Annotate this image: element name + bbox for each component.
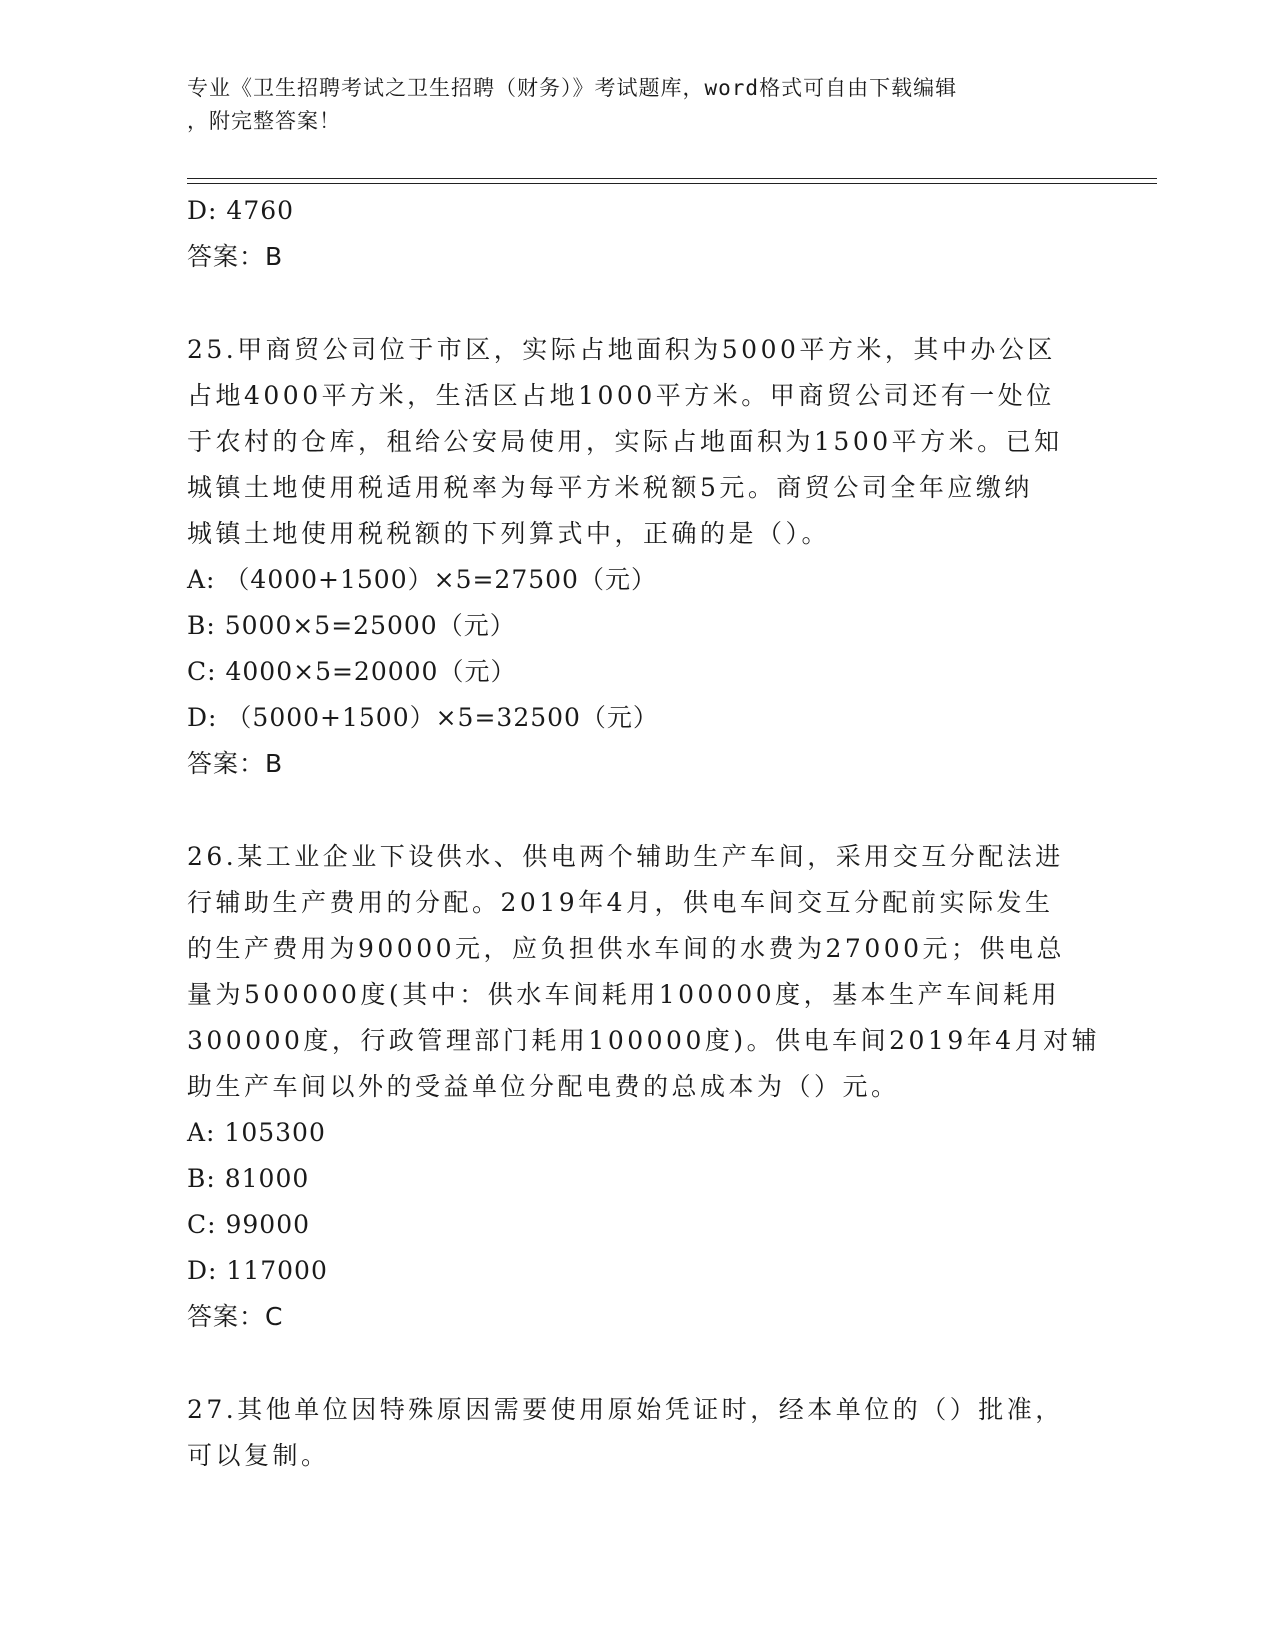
option-b: B: 5000×5=25000（元）	[187, 611, 516, 640]
question-text-line: 量为500000度(其中：供水车间耗用100000度，基本生产车间耗用	[187, 980, 1061, 1009]
option-c: C: 4000×5=20000（元）	[187, 657, 517, 686]
question-25	[187, 327, 1087, 787]
question-text-line: 行辅助生产费用的分配。2019年4月，供电车间交互分配前实际发生	[187, 888, 1054, 917]
header-line-1: 专业《卫生招聘考试之卫生招聘（财务）》考试题库，word格式可自由下载编辑	[187, 76, 958, 100]
answer-line: 答案：C	[187, 1302, 284, 1331]
header-divider-bottom	[187, 183, 1157, 184]
question-text-line: 27.其他单位因特殊原因需要使用原始凭证时，经本单位的（）批准，	[187, 1395, 1064, 1424]
question-text-line: 300000度，行政管理部门耗用100000度)。供电车间2019年4月对辅	[187, 1026, 1101, 1055]
header-divider-top	[187, 178, 1157, 179]
question-text-line: 城镇土地使用税税额的下列算式中，正确的是（）。	[187, 519, 831, 548]
question-text-line: 占地4000平方米，生活区占地1000平方米。甲商贸公司还有一处位	[187, 381, 1055, 410]
option-a: A: 105300	[187, 1118, 326, 1147]
option-a: A: （4000+1500）×5=27500（元）	[187, 565, 657, 594]
page-header	[187, 72, 1087, 138]
option-d: D: （5000+1500）×5=32500（元）	[187, 703, 659, 732]
question-text-line: 可以复制。	[187, 1441, 330, 1470]
option-c: C: 99000	[187, 1210, 311, 1239]
question-text-line: 25.甲商贸公司位于市区，实际占地面积为5000平方米，其中办公区	[187, 335, 1056, 364]
question-26	[187, 834, 1101, 1340]
question-text-line: 的生产费用为90000元，应负担供水车间的水费为27000元；供电总	[187, 934, 1066, 963]
option-b: B: 81000	[187, 1164, 310, 1193]
header-line-2: ，附完整答案！	[187, 109, 341, 133]
answer-line: 答案：B	[187, 749, 284, 778]
question-text-line: 于农村的仓库，租给公安局使用，实际占地面积为1500平方米。已知	[187, 427, 1063, 456]
document-body	[187, 188, 1101, 1479]
previous-question-tail	[187, 188, 1087, 280]
option-d: D: 117000	[187, 1256, 328, 1285]
question-text-line: 助生产车间以外的受益单位分配电费的总成本为（）元。	[187, 1072, 900, 1101]
question-text-line: 城镇土地使用税适用税率为每平方米税额5元。商贸公司全年应缴纳	[187, 473, 1033, 502]
question-27	[187, 1387, 1087, 1479]
option-d: D: 4760	[187, 196, 295, 225]
question-text-line: 26.某工业企业下设供水、供电两个辅助生产车间，采用交互分配法进	[187, 842, 1064, 871]
answer-line: 答案：B	[187, 242, 284, 271]
